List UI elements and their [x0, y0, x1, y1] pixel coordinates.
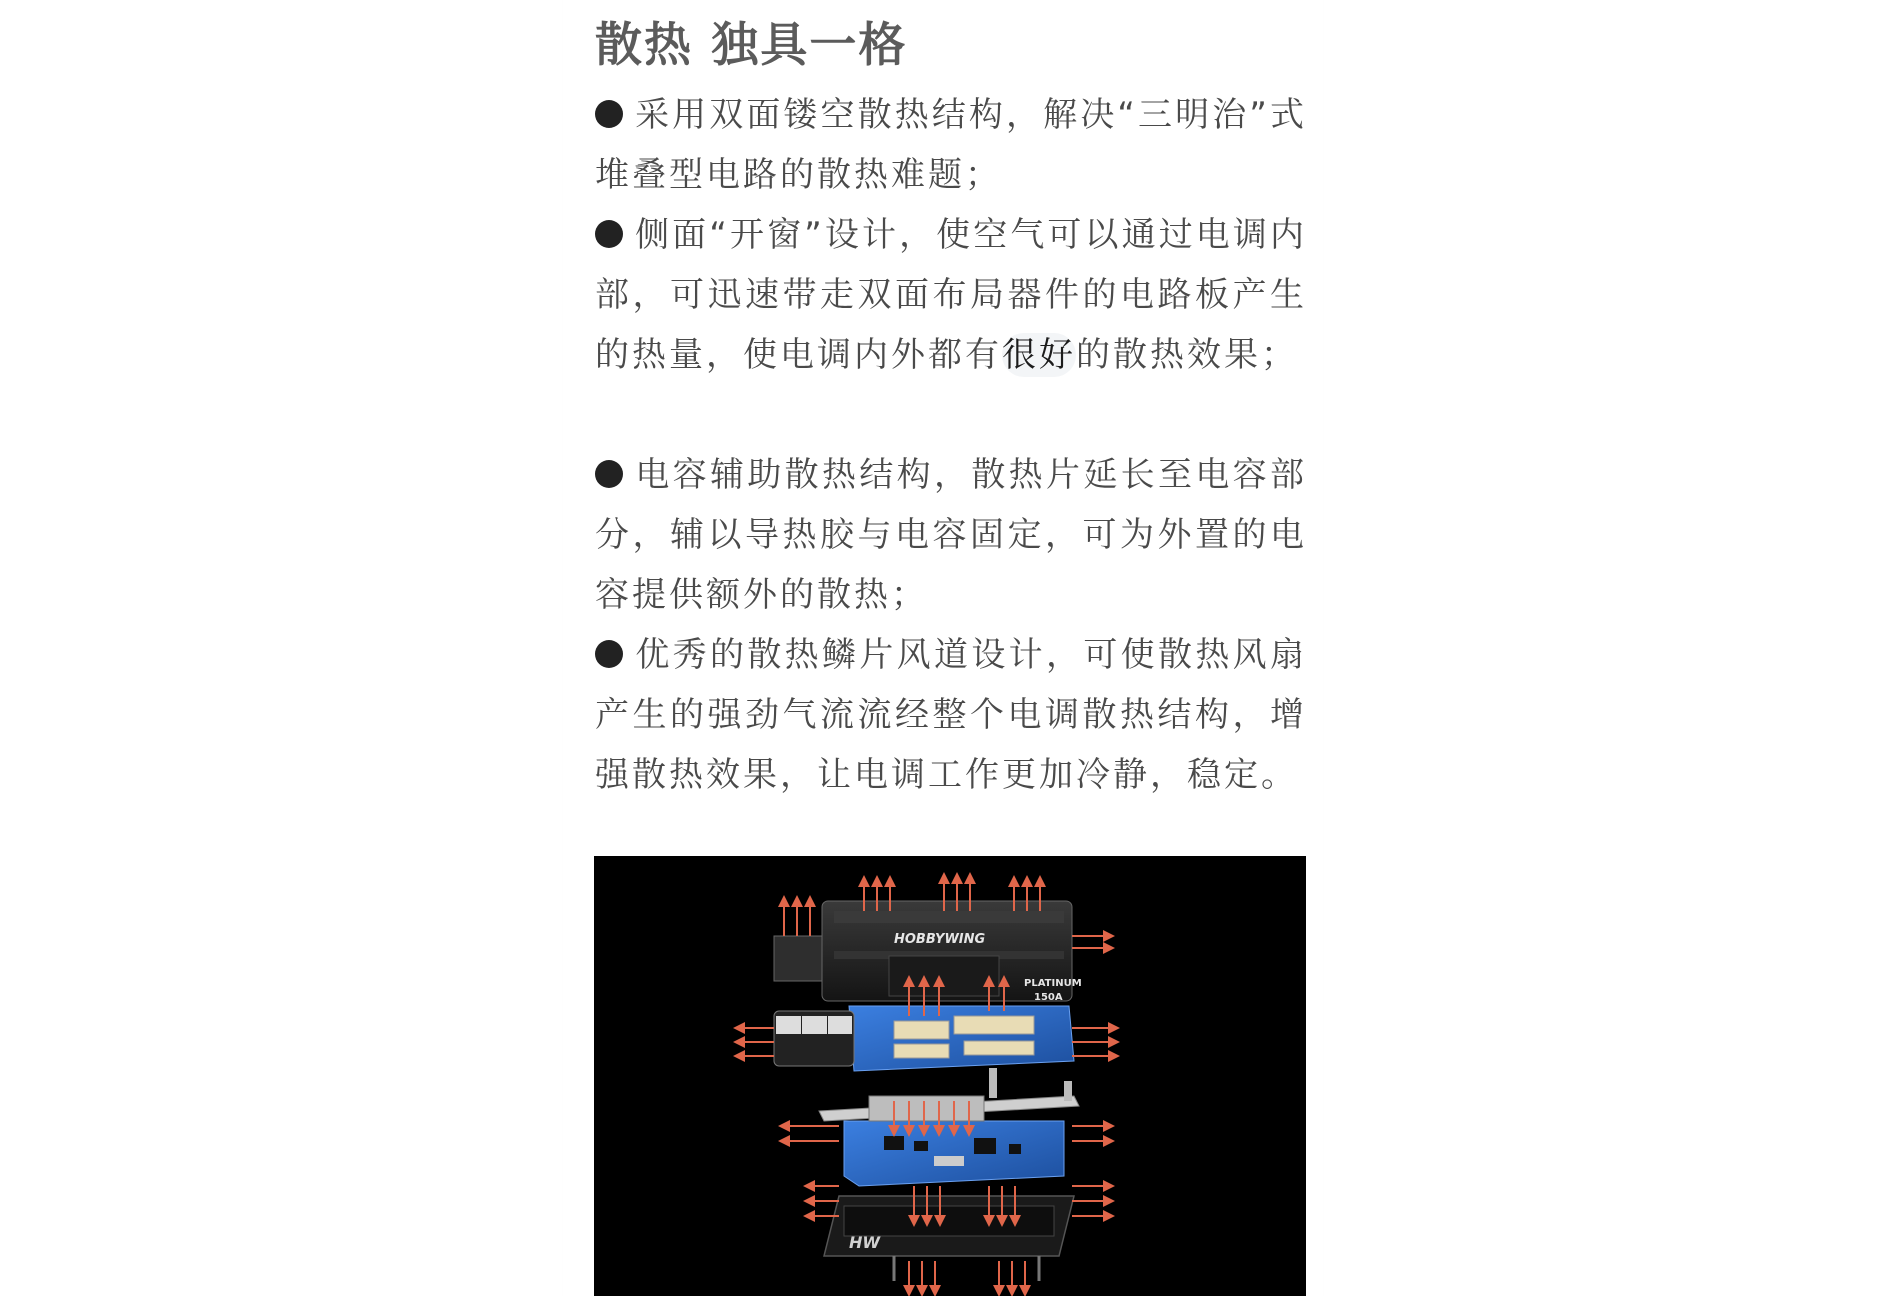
- section-title: 散热 独具一格: [595, 18, 908, 73]
- rating-label: 150A: [1034, 992, 1063, 1003]
- bullet-text: 的散热效果；: [1076, 335, 1298, 375]
- bullet-dot-icon: [595, 100, 623, 128]
- esc-exploded-view-image: [594, 856, 1306, 1296]
- model-label: PLATINUM: [1024, 978, 1082, 989]
- bullet-text: 采用双面镂空散热结构，解决“三明治”式堆叠型电路的散热难题；: [595, 95, 1307, 195]
- bullet-dot-icon: [595, 460, 623, 488]
- brand-label: HOBBYWING: [894, 932, 986, 947]
- bullet-paragraph-1: [595, 85, 1307, 205]
- hw-logo: HW: [849, 1233, 881, 1252]
- bullet-dot-icon: [595, 220, 623, 248]
- esc-exploded-illustration: [594, 856, 1306, 1296]
- capacitor-bank: [774, 1011, 854, 1066]
- bullet-text: 电容辅助散热结构，散热片延长至电容部分，辅以导热胶与电容固定，可为外置的电容提供额外的散热；: [595, 455, 1307, 615]
- bullet-text: 侧面“开窗”设计，使空气可以通过电调内部，可迅速带走双面布局器件的电路板产生的热量，使电调内外都有: [595, 215, 1307, 375]
- middle-heatsink-plate: [819, 1068, 1079, 1121]
- bullet-dot-icon: [595, 640, 623, 668]
- top-heatsink: [774, 901, 1082, 1003]
- bullet-text: 优秀的散热鳞片风道设计，可使散热风扇产生的强劲气流流经整个电调散热结构，增强散热效果，让电调工作更加冷静，稳定。: [595, 635, 1307, 795]
- bullet-paragraph-4: [595, 625, 1307, 805]
- highlighted-text: 很好: [1002, 335, 1076, 375]
- bottom-case: [824, 1196, 1074, 1281]
- bullet-paragraph-2: [595, 205, 1307, 385]
- upper-pcb: [849, 1006, 1074, 1071]
- bullet-paragraph-3: [595, 445, 1307, 625]
